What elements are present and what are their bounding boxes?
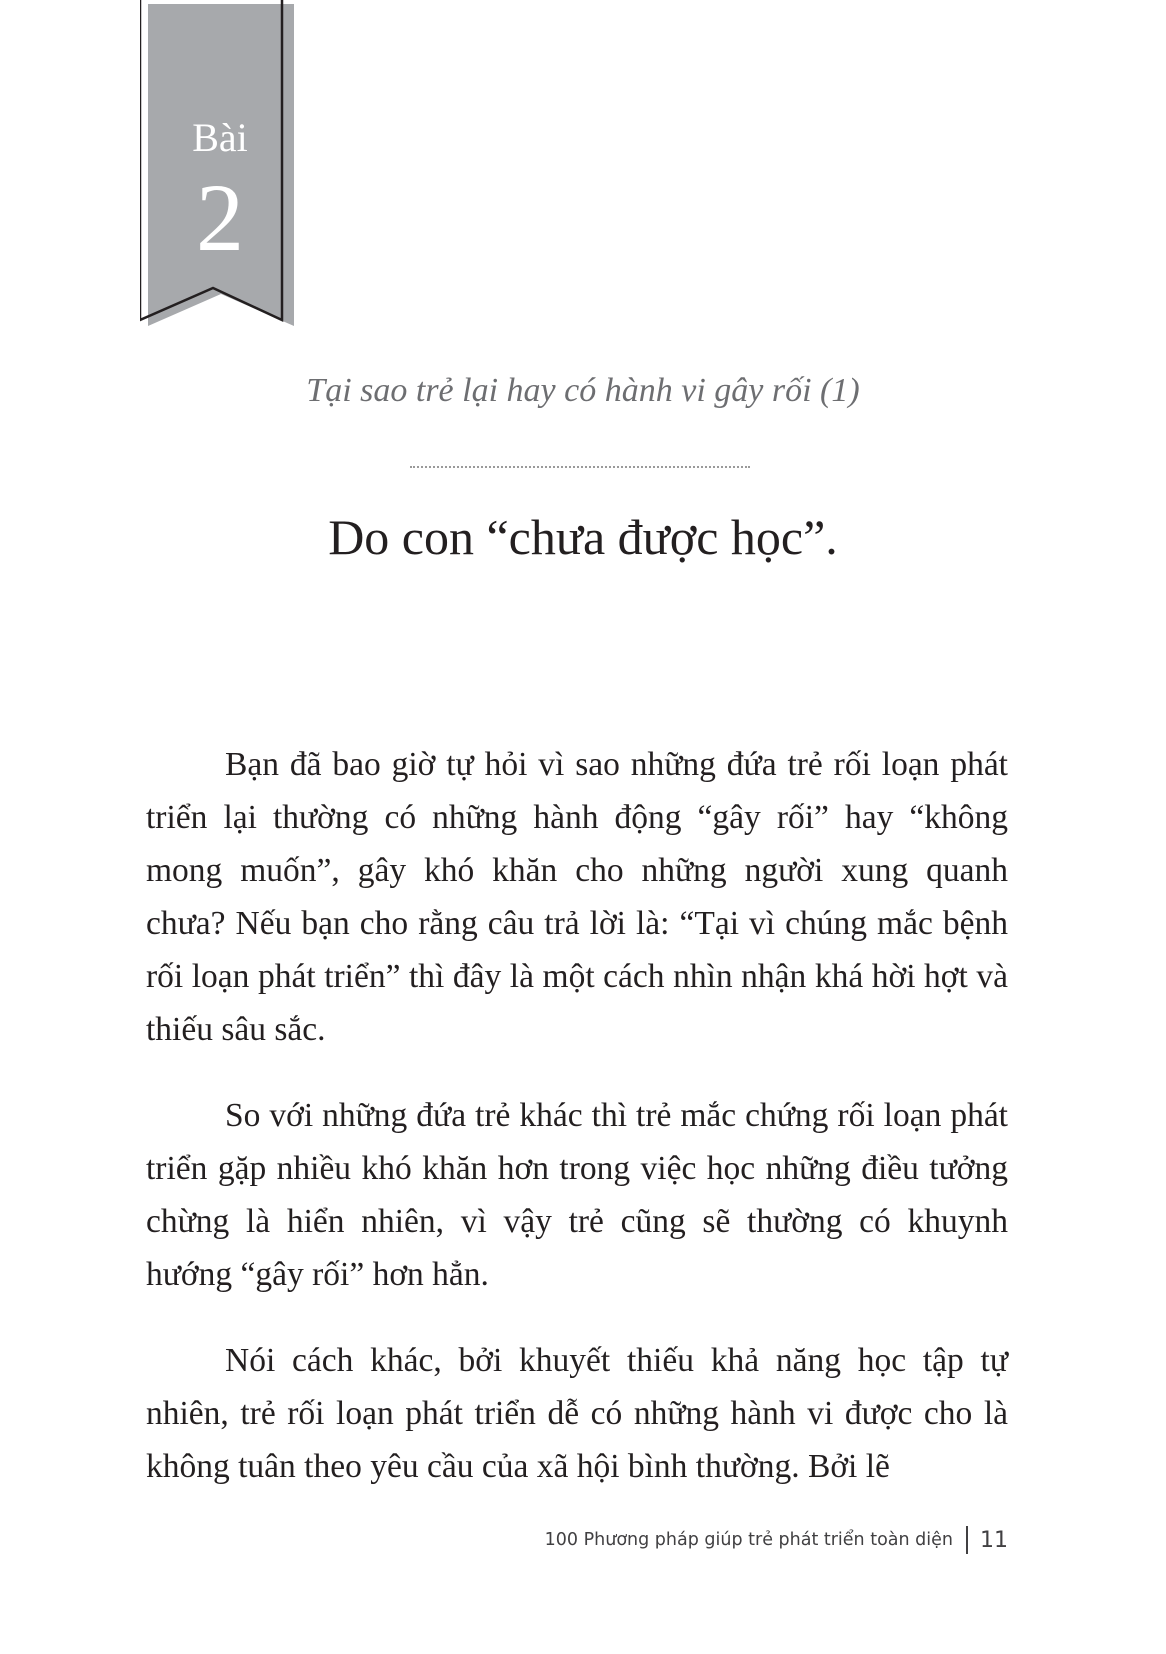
chapter-label: Bài — [192, 115, 248, 160]
page-footer — [545, 1526, 1008, 1554]
chapter-ribbon — [140, 0, 300, 330]
chapter-number: 2 — [196, 164, 244, 271]
paragraph-1: Bạn đã bao giờ tự hỏi vì sao những đứa trẻ rối loạn phát triển lại thường có những hành động “gây rối” hay “không mong muốn”, gây khó khăn cho những người xung quanh chưa? Nếu bạn cho rằng câu trả lời là: “Tại vì chúng mắc bệnh rối loạn phát triển” thì đây là một cách nhìn nhận khá hời hợt và thiếu sâu sắc. — [146, 746, 1008, 1048]
page-number: 11 — [980, 1527, 1008, 1553]
paragraph-2: So với những đứa trẻ khác thì trẻ mắc chứng rối loạn phát triển gặp nhiều khó khăn hơn trong việc học những điều tưởng chừng là hiển nhiên, vì vậy trẻ cũng sẽ thường có khuynh hướng “gây rối” hơn hẳn. — [146, 1097, 1008, 1293]
body-text — [146, 738, 1008, 1526]
chapter-headline: Do con “chưa được học”. — [328, 509, 838, 565]
dotted-divider — [410, 466, 750, 468]
paragraph-3: Nói cách khác, bởi khuyết thiếu khả năng học tập tự nhiên, trẻ rối loạn phát triển dễ có những hành vi được cho là không tuân theo yêu cầu của xã hội bình thường. Bởi lẽ — [146, 1342, 1008, 1485]
footer-separator — [966, 1526, 968, 1554]
footer-book-title: 100 Phương pháp giúp trẻ phát triển toàn diện — [544, 1530, 953, 1550]
chapter-subtitle: Tại sao trẻ lại hay có hành vi gây rối (1) — [306, 372, 860, 409]
